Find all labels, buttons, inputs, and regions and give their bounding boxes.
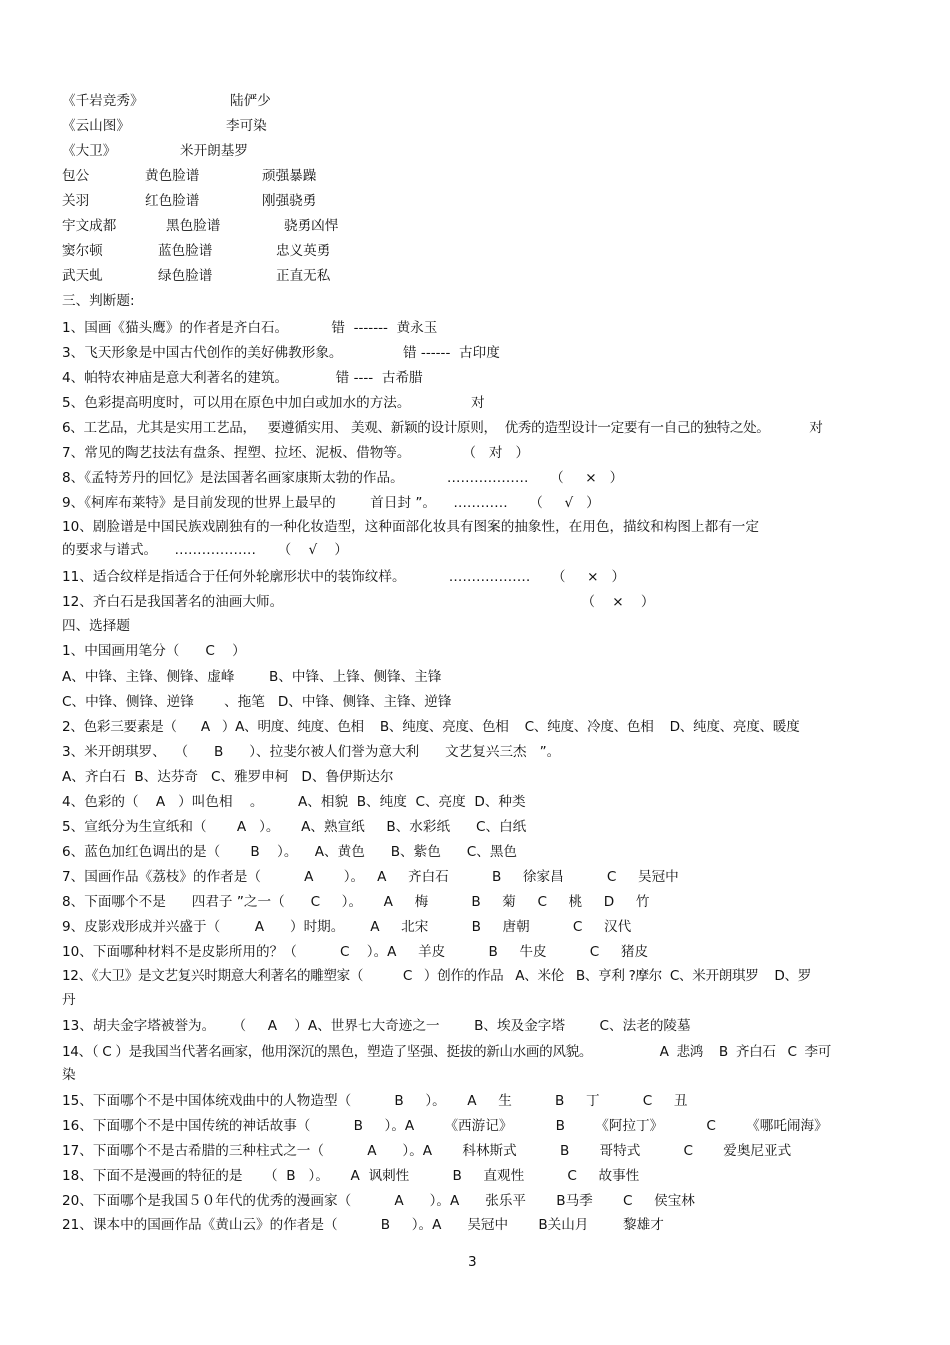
artwork-title: 《千岩竞秀》: [62, 93, 144, 109]
page-number: 3: [468, 1254, 477, 1270]
judgement-item: 4、帕特农神庙是意大利著名的建筑。 错 ---- 古希腊: [62, 370, 423, 386]
section-heading-judgement: 三、判断题:: [62, 293, 135, 309]
mask-color: 红色脸谱: [145, 193, 200, 209]
choice-item-continuation: 丹: [62, 992, 76, 1008]
choice-item: 9、皮影戏形成并兴盛于（ A ）时期。 A 北宋 B 唐朝 C 汉代: [62, 919, 632, 935]
mask-color: 蓝色脸谱: [158, 243, 213, 259]
mask-color: 绿色脸谱: [158, 268, 213, 284]
choice-item: 6、蓝色加红色调出的是（ B ）。 A、黄色 B、紫色 C、黑色: [62, 844, 518, 860]
mask-trait: 顽强暴躁: [262, 168, 317, 184]
choice-item: 5、宣纸分为生宣纸和（ A ）。 A、熟宣纸 B、水彩纸 C、白纸: [62, 819, 527, 835]
choice-item: 12、《大卫》是文艺复兴时期意大利著名的雕塑家（ C ）创作的作品 A、米伦 B、亨利 ?摩尔 C、米开朗琪罗 D、罗: [62, 968, 811, 984]
judgement-item: 8、《孟特芳丹的回忆》是法国著名画家康斯太勃的作品。 ……………… （ × ）: [62, 470, 624, 486]
judgement-item: 10、剧脸谱是中国民族戏剧独有的一种化妆造型，这种面部化妆具有图案的抽象性，在用色，描纹和构图上都有一定: [62, 519, 759, 535]
mask-trait: 骁勇凶悍: [284, 218, 339, 234]
choice-item: 10、下面哪种材料不是皮影所用的？（ C ）。A 羊皮 B 牛皮 C 猪皮: [62, 944, 649, 960]
choice-item: 13、胡夫金字塔被誉为。 （ A ）A、世界七大奇迹之一 B、埃及金字塔 C、法老的陵墓: [62, 1018, 691, 1034]
judgement-item: 7、常见的陶艺技法有盘条、捏塑、拉坯、泥板、借物等。 （ 对 ）: [62, 445, 530, 461]
mask-trait: 刚强骁勇: [262, 193, 317, 209]
judgement-item: 1、国画《猫头鹰》的作者是齐白石。 错 ------- 黄永玉: [62, 320, 438, 336]
judgement-item: 9、《柯库布莱特》是目前发现的世界上最早的 首日封 ”。 ………… （ √ ）: [62, 495, 600, 511]
mask-character: 关羽: [62, 193, 90, 209]
mask-color: 黄色脸谱: [145, 168, 200, 184]
judgement-item: 3、飞天形象是中国古代创作的美好佛教形象。 错 ------ 古印度: [62, 345, 500, 361]
choice-item: 21、课本中的国画作品《黄山云》的作者是（ B ）。A 吴冠中 B关山月 黎雄才: [62, 1217, 664, 1233]
judgement-item: 6、工艺品，尤其是实用工艺品， 要遵循实用、 美观、新颖的设计原则， 优秀的造型设计一定要有一自己的独特之处。 对: [62, 420, 823, 436]
choice-item: 4、色彩的（ A ）叫色相 。 A、相貌 B、纯度 C、亮度 D、种类: [62, 794, 526, 810]
artwork-author: 陆俨少: [230, 93, 271, 109]
choice-item: 1、中国画用笔分（ C ）: [62, 643, 246, 659]
mask-character: 窦尔顿: [62, 243, 103, 259]
choice-options: A、齐白石 B、达芬奇 C、雅罗申柯 D、鲁伊斯达尔: [62, 769, 394, 785]
choice-item: 8、下面哪个不是 四君子 ”之一（ C ）。 A 梅 B 菊 C 桃 D 竹: [62, 894, 650, 910]
judgement-item: 12、齐白石是我国著名的油画大师。 （ × ）: [62, 594, 655, 610]
choice-item: 14、（ C ）是我国当代著名画家，他用深沉的黑色，塑造了坚强、挺拔的新山水画的风貌。 A 悲鸿 B 齐白石 C 李可: [62, 1044, 832, 1060]
mask-character: 包公: [62, 168, 90, 184]
choice-item: 7、国画作品《荔枝》的作者是（ A ）。 A 齐白石 B 徐家昌 C 吴冠中: [62, 869, 679, 885]
choice-item: 20、下面哪个是我国５０年代的优秀的漫画家（ A ）。A 张乐平 B马季 C 侯宝林: [62, 1193, 695, 1209]
judgement-item: 11、适合纹样是指适合于任何外轮廓形状中的装饰纹样。 ……………… （ × ）: [62, 569, 626, 585]
artwork-author: 米开朗基罗: [180, 143, 248, 159]
choice-options: C、中锋、侧锋、逆锋 、拖笔 D、中锋、侧锋、主锋、逆锋: [62, 694, 452, 710]
mask-trait: 忠义英勇: [276, 243, 331, 259]
mask-character: 宇文成都: [62, 218, 117, 234]
choice-item: 2、色彩三要素是（ A ）A、明度、纯度、色相 B、纯度、亮度、色相 C、纯度、冷度、色相 D、纯度、亮度、暖度: [62, 719, 800, 735]
choice-item: 15、下面哪个不是中国体统戏曲中的人物造型（ B ）。 A 生 B 丁 C 丑: [62, 1093, 688, 1109]
mask-trait: 正直无私: [276, 268, 331, 284]
artwork-author: 李可染: [226, 118, 267, 134]
artwork-title: 《云山图》: [62, 118, 130, 134]
choice-item: 17、下面哪个不是古希腊的三种柱式之一（ A ）。A 科林斯式 B 哥特式 C 爱奥尼亚式: [62, 1143, 792, 1159]
section-heading-choice: 四、选择题: [62, 618, 130, 634]
choice-item: 16、下面哪个不是中国传统的神话故事（ B ）。A 《西游记》 B 《阿拉丁》 C 《哪吒闹海》: [62, 1118, 828, 1134]
choice-item: 18、下面不是漫画的特征的是 （ B ）。 A 讽刺性 B 直观性 C 故事性: [62, 1168, 640, 1184]
judgement-item: 5、色彩提高明度时，可以用在原色中加白或加水的方法。 对: [62, 395, 485, 411]
judgement-item-continuation: 的要求与谱式。 ……………… （ √ ）: [62, 542, 349, 558]
mask-character: 武天虬: [62, 268, 103, 284]
choice-item: 3、米开朗琪罗、 （ B ）、拉斐尔被人们誉为意大利 文艺复兴三杰 ”。: [62, 744, 561, 760]
choice-options: A、中锋、主锋、侧锋、虚峰 B、中锋、上锋、侧锋、主锋: [62, 669, 442, 685]
mask-color: 黑色脸谱: [166, 218, 221, 234]
artwork-title: 《大卫》: [62, 143, 117, 159]
choice-item-continuation: 染: [62, 1067, 76, 1083]
